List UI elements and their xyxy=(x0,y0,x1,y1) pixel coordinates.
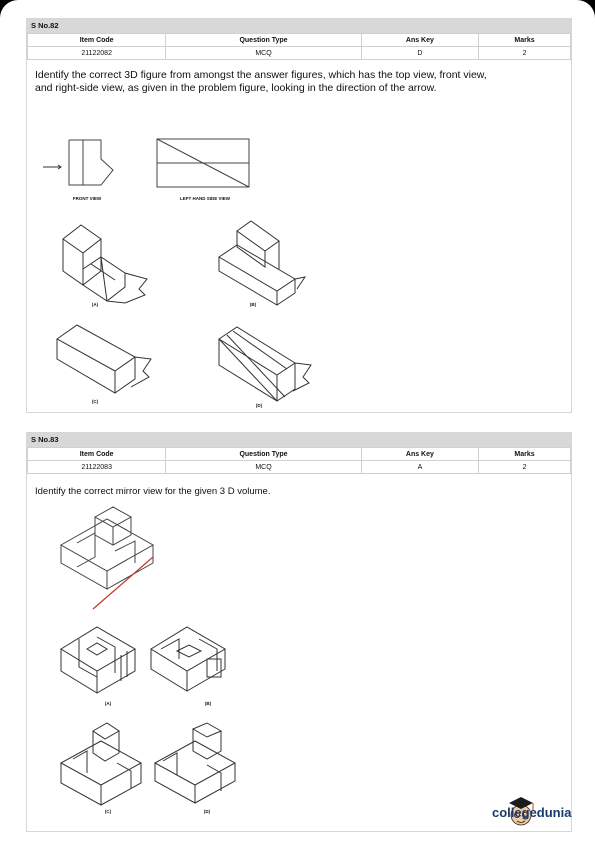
page-top-edge xyxy=(0,0,595,18)
item-code-value: 21122082 xyxy=(28,47,166,60)
header-item-code: Item Code xyxy=(28,34,166,47)
question-card-82 xyxy=(26,18,572,413)
option-a-label: (A) xyxy=(91,302,99,307)
option-a-figure xyxy=(55,217,155,303)
left-side-view-label: LEFT HAND SIDE VIEW xyxy=(179,196,230,201)
option-b-label: (B) xyxy=(204,701,212,706)
header-marks: Marks xyxy=(479,34,571,47)
mirror-line xyxy=(91,555,161,613)
brand-name: collegedunia xyxy=(492,805,572,820)
header-question-type: Question Type xyxy=(166,448,361,461)
option-a-figure xyxy=(57,619,143,701)
header-marks: Marks xyxy=(479,448,571,461)
option-c-label: (C) xyxy=(104,809,112,814)
front-view-figure xyxy=(41,135,131,195)
ans-key-value: D xyxy=(361,47,478,60)
question-type-value: MCQ xyxy=(166,47,361,60)
option-c-label: (C) xyxy=(91,399,99,404)
question-text: Identify the correct 3D figure from amongst the answer figures, which has the top view, front view, and right-side view, as given in the problem figure, looking in the direction of the arrow. xyxy=(35,69,487,94)
header-ans-key: Ans Key xyxy=(361,34,478,47)
serial-number: S No.83 xyxy=(27,433,571,447)
header-ans-key: Ans Key xyxy=(361,448,478,461)
item-code-value: 21122083 xyxy=(28,461,166,474)
option-b-label: (B) xyxy=(249,302,257,307)
question-type-value: MCQ xyxy=(166,461,361,474)
option-b-figure xyxy=(147,619,233,701)
header-question-type: Question Type xyxy=(166,34,361,47)
option-c-figure xyxy=(57,723,147,813)
serial-number: S No.82 xyxy=(27,19,571,33)
header-item-code: Item Code xyxy=(28,448,166,461)
left-side-view-figure xyxy=(155,137,255,191)
ans-key-value: A xyxy=(361,461,478,474)
option-d-figure xyxy=(209,317,319,403)
option-c-figure xyxy=(51,317,161,399)
front-view-label: FRONT VIEW xyxy=(72,196,102,201)
marks-value: 2 xyxy=(479,47,571,60)
option-b-figure xyxy=(209,217,309,303)
question-card-83 xyxy=(26,432,572,832)
question-meta-table xyxy=(27,447,571,474)
option-a-label: (A) xyxy=(104,701,112,706)
option-d-label: (D) xyxy=(255,403,263,408)
option-d-figure xyxy=(151,723,241,813)
option-d-label: (D) xyxy=(203,809,211,814)
marks-value: 2 xyxy=(479,461,571,474)
question-meta-table xyxy=(27,33,571,60)
question-text: Identify the correct mirror view for the given 3 D volume. xyxy=(35,486,271,497)
